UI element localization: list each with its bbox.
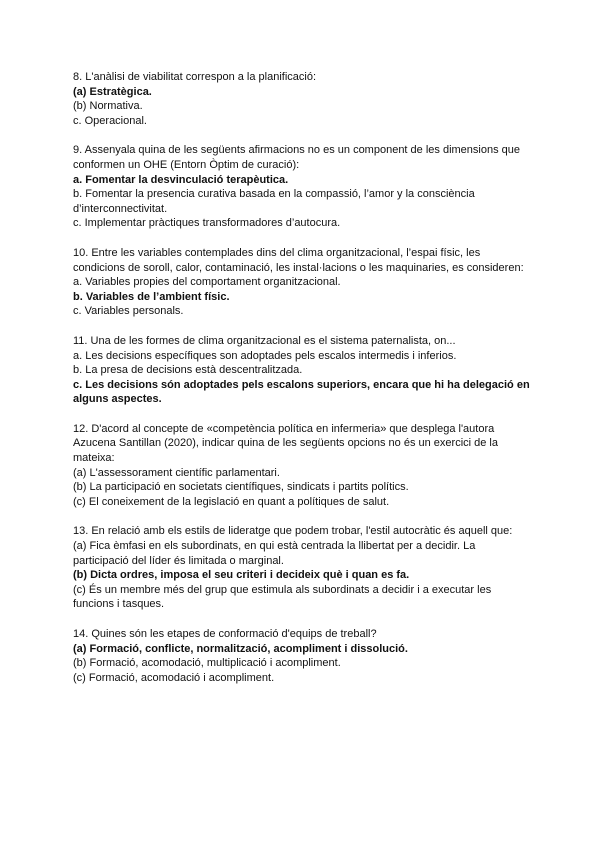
question-list bbox=[73, 70, 533, 700]
answer-option: (b) La participació en societats científiques, sindicats i partits polítics. bbox=[73, 481, 409, 494]
answer-option: c. Operacional. bbox=[73, 114, 147, 127]
question-stem: 9. Assenyala quina de les següents afirmacions no es un component de les dimensions que conformen un OHE (Entorn Òptim de curació): bbox=[73, 144, 521, 171]
question-13 bbox=[73, 524, 533, 612]
question-stem: 8. L'anàlisi de viabilitat correspon a la planificació: bbox=[73, 71, 317, 83]
question-9 bbox=[73, 143, 533, 231]
answer-option: a. Variables propies del comportament organitzacional. bbox=[73, 276, 341, 289]
question-stem: 12. D'acord al concepte de «competència política en infermeria» que desplega l'autora Azucena Santillan (2020), indicar quina de les següents opcions no és un exercici de la mateixa: bbox=[73, 422, 498, 465]
answer-option: (c) És un membre més del grup que estimula als subordinats a decidir i a executar les funcions i tasques. bbox=[73, 583, 492, 611]
answer-option: (a) Formació, conflicte, normalització, acompliment i dissolució. bbox=[73, 642, 408, 655]
answer-option: (b) Dicta ordres, imposa el seu criteri i decideix què i quan es fa. bbox=[73, 569, 410, 582]
question-10 bbox=[73, 246, 533, 319]
answer-option: b. Fomentar la presencia curativa basada en la compassió, l’amor y la consciència d’interconnectivitat. bbox=[73, 188, 475, 215]
answer-option: b. La presa de decisions està descentralitzada. bbox=[73, 364, 303, 377]
answer-option: a. Fomentar la desvinculació terapèutica. bbox=[73, 173, 289, 186]
question-8 bbox=[73, 70, 533, 128]
answer-option: c. Variables personals. bbox=[73, 305, 184, 318]
question-stem: 14. Quines són les etapes de conformació d'equips de treball? bbox=[73, 628, 377, 640]
question-stem: 13. En relació amb els estils de lideratge que podem trobar, l'estil autocràtic és aquell que: bbox=[73, 525, 513, 538]
answer-option: a. Les decisions específiques son adoptades pels escalos intermedis i inferios. bbox=[73, 349, 457, 362]
question-11 bbox=[73, 334, 533, 407]
answer-option: (a) Fica èmfasi en els subordinats, en qui està centrada la llibertat per a decidir. La participació del líder és limitada o marginal. bbox=[73, 540, 476, 567]
answer-option: (c) Formació, acomodació i acompliment. bbox=[73, 671, 275, 684]
answer-option: b. Variables de l’ambient físic. bbox=[73, 290, 230, 303]
answer-option: (b) Formació, acomodació, multiplicació i acompliment. bbox=[73, 657, 341, 670]
answer-option: (a) Estratègica. bbox=[73, 85, 152, 98]
answer-option: (a) L'assessorament científic parlamentari. bbox=[73, 466, 280, 479]
question-stem: 10. Entre les variables contemplades dins del clima organitzacional, l’espai físic, les condicions de soroll, calor, contaminació, les instal·lacions o les maquinaries, es consideren: bbox=[73, 246, 524, 274]
question-14 bbox=[73, 627, 533, 685]
answer-option: (c) El coneixement de la legislació en quant a polítiques de salut. bbox=[73, 495, 390, 508]
question-12 bbox=[73, 422, 533, 510]
answer-option: c. Les decisions són adoptades pels escalons superiors, encara que hi ha delegació en alguns aspectes. bbox=[73, 378, 530, 406]
answer-option: (b) Normativa. bbox=[73, 100, 143, 113]
question-stem: 11. Una de les formes de clima organitzacional es el sistema paternalista, on... bbox=[73, 334, 456, 347]
answer-option: c. Implementar pràctiques transformadores d’autocura. bbox=[73, 217, 341, 230]
